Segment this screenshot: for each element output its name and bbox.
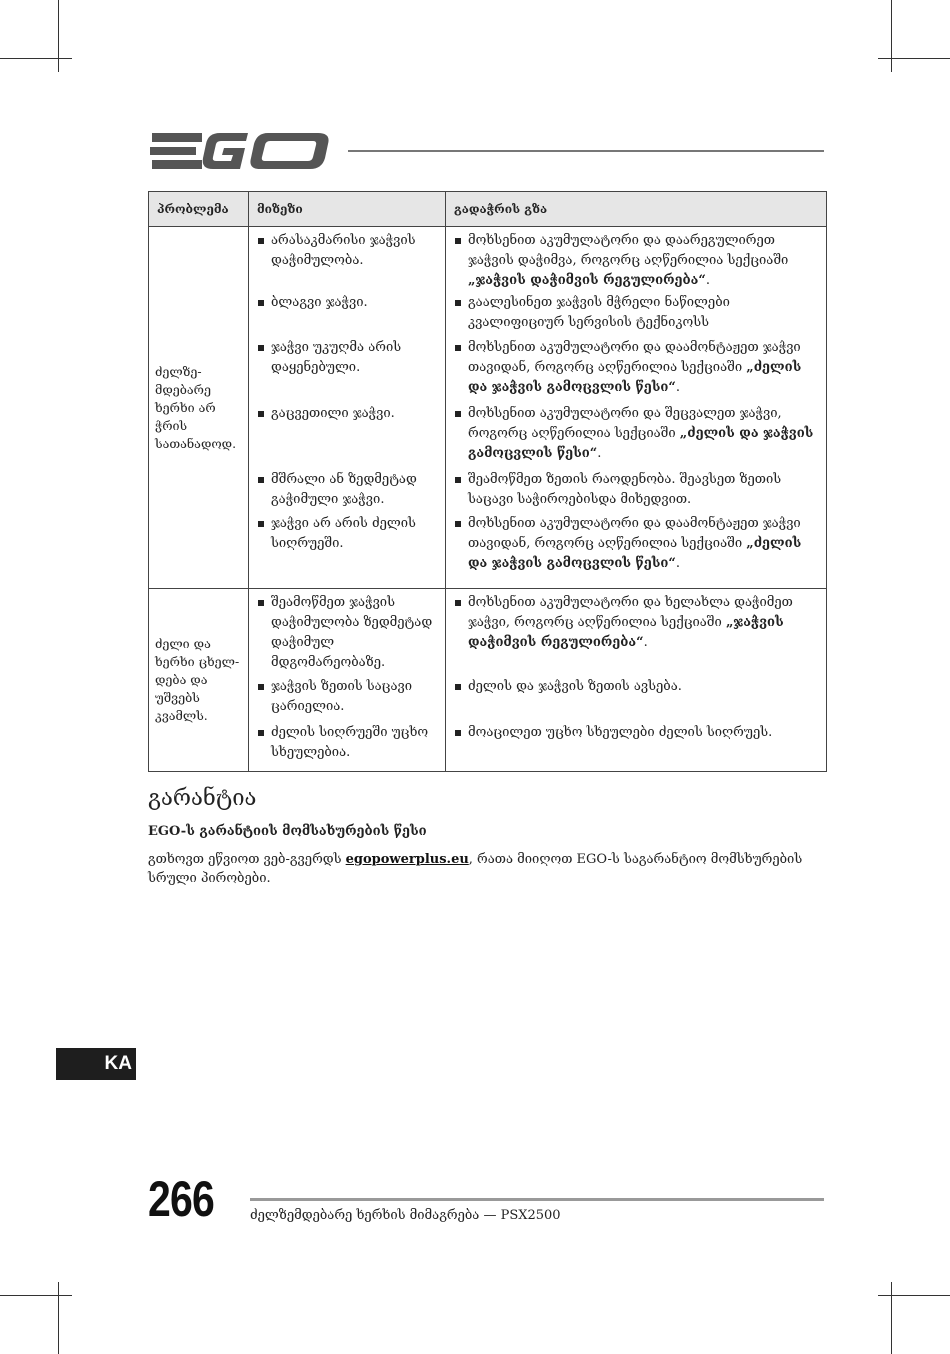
warranty-title: გარანტია xyxy=(148,786,257,811)
solution-item: გაალესინეთ ჯაჭვის მჭრელი ნაწილები კვალიფიციურ სერვისის ტექნიკოსს xyxy=(452,293,822,338)
crop-mark xyxy=(58,0,59,72)
solution-item: ძელის და ჯაჭვის ზეთის ავსება. xyxy=(452,677,822,723)
solution-cell xyxy=(446,589,827,772)
table-row xyxy=(149,589,827,772)
column-header-solution: გადაჭრის გზა xyxy=(446,192,827,227)
table-header-row xyxy=(149,192,827,227)
cause-item: არასაკმარისი ჯაჭვის დაჭიმულობა. xyxy=(255,231,441,293)
cause-item: გაცვეთილი ჯაჭვი. xyxy=(255,404,441,470)
cause-cell xyxy=(249,589,446,772)
website-link[interactable]: egopowerplus.eu xyxy=(345,852,469,867)
solution-item: მოაცილეთ უცხო სხეულები ძელის სიღრუეს. xyxy=(452,723,822,743)
column-header-problem: პრობლემა xyxy=(149,192,249,227)
solution-item: მოხსენით აკუმულატორი და დაარეგულირეთ ჯაჭვის დაჭიმვა, როგორც აღწერილია სექციაში „ჯაჭვის დაჭიმვის რეგულირება“. xyxy=(452,231,822,293)
solution-item: მოხსენით აკუმულატორი და დაამონტაჟეთ ჯაჭვი თავიდან, როგორც აღწერილია სექციაში „ძელის და ჯაჭვის გამოცვლის წესი“. xyxy=(452,338,822,404)
solution-item: მოხსენით აკუმულატორი და დაამონტაჟეთ ჯაჭვი თავიდან, როგორც აღწერილია სექციაში „ძელის და ჯაჭვის გამოცვლის წესი“. xyxy=(452,514,822,574)
solution-item: მოხსენით აკუმულატორი და ხელახლა დაჭიმეთ ჯაჭვი, როგორც აღწერილია სექციაში „ჯაჭვის დაჭიმვის რეგულირება“. xyxy=(452,593,822,677)
cause-item: ჯაჭვი არ არის ძელის სიღრუეში. xyxy=(255,514,441,554)
crop-mark xyxy=(58,1282,59,1354)
solution-item: მოხსენით აკუმულატორი და შეცვალეთ ჯაჭვი, როგორც აღწერილია სექციაში „ძელის და ჯაჭვის გამოცვლის წესი“. xyxy=(452,404,822,470)
crop-mark xyxy=(891,0,892,72)
troubleshooting-table xyxy=(148,191,827,772)
crop-mark xyxy=(891,1282,892,1354)
footer-text: ძელზემდებარე ხერხის მიმაგრება — PSX2500 xyxy=(250,1208,561,1223)
cause-cell xyxy=(249,227,446,589)
ego-logo xyxy=(150,130,332,172)
cause-item: ჯაჭვი უკუღმა არის დაყენებული. xyxy=(255,338,441,404)
language-tab: KA xyxy=(56,1048,136,1080)
problem-cell: ძელზე-მდებარე ხერხი არ ჭრის სათანადოდ. xyxy=(149,227,249,589)
warranty-subtitle: EGO-ს გარანტიის მომსახურების წესი xyxy=(148,824,427,839)
warranty-paragraph: გთხოვთ ეწვიოთ ვებ-გვერდს egopowerplus.eu, რათა მიიღოთ EGO-ს საგარანტიო მომსხურების სრული პირობები. xyxy=(148,852,803,886)
header-rule xyxy=(348,150,824,152)
column-header-cause: მიზეზი xyxy=(249,192,446,227)
crop-mark xyxy=(0,58,72,59)
crop-mark xyxy=(0,1295,72,1296)
page-number: 266 xyxy=(148,1171,214,1227)
problem-cell: ძელი და ხერხი ცხელ-დება და უშვებს კვამლს. xyxy=(149,589,249,772)
crop-mark xyxy=(878,1295,950,1296)
cause-item: ჯაჭვის ზეთის საცავი ცარიელია. xyxy=(255,677,441,723)
cause-item: შეამოწმეთ ჯაჭვის დაჭიმულობა ზედმეტად დაჭიმულ მდგომარეობაზე. xyxy=(255,593,441,677)
solution-item: შეამოწმეთ ზეთის რაოდენობა. შეავსეთ ზეთის საცავი საჭიროებისდა მიხედვით. xyxy=(452,470,822,514)
footer-rule xyxy=(250,1198,824,1201)
solution-cell xyxy=(446,227,827,589)
crop-mark xyxy=(878,58,950,59)
table-row xyxy=(149,227,827,589)
cause-item: ძელის სიღრუეში უცხო სხეულებია. xyxy=(255,723,441,763)
cause-item: მშრალი ან ზედმეტად გაჭიმული ჯაჭვი. xyxy=(255,470,441,514)
cause-item: ბლაგვი ჯაჭვი. xyxy=(255,293,441,338)
